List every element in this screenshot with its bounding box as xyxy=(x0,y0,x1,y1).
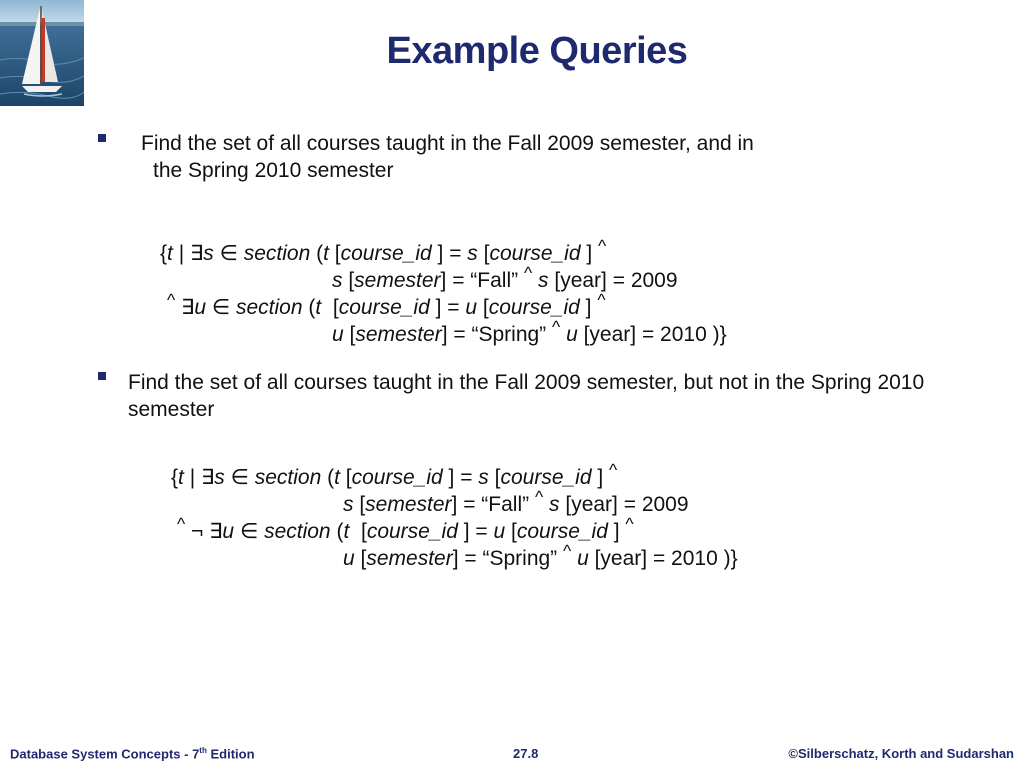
bullet-2-line-1: Find the set of all courses taught in the Fall 2009 semester, but not in the Spring 2010 xyxy=(128,371,925,394)
footer-edition-suffix: Edition xyxy=(206,746,255,762)
sailboat-logo xyxy=(0,0,84,106)
sailboat-icon xyxy=(0,0,84,106)
bullet-1-line-2: the Spring 2010 semester xyxy=(153,159,394,182)
page-number: 27.8 xyxy=(513,746,539,761)
query-2-line-4: u [semester] = “Spring” ^ u [year] = 2010 )} xyxy=(343,541,738,570)
footer-left xyxy=(10,746,255,761)
footer-book-title: Database System Concepts - 7 xyxy=(10,746,200,762)
query-1-line-4: u [semester] = “Spring” ^ u [year] = 2010 )} xyxy=(332,317,727,346)
slide-title: Example Queries xyxy=(386,30,688,72)
query-1-line-2: s [semester] = “Fall” ^ s [year] = 2009 xyxy=(332,263,678,292)
query-2-line-2: s [semester] = “Fall” ^ s [year] = 2009 xyxy=(343,487,689,516)
bullet-1-line-1: Find the set of all courses taught in the Fall 2009 semester, and in xyxy=(141,132,754,155)
query-1-line-1: {t | ∃s ∈ section (t [course_id ] = s [course_id ] ^ xyxy=(160,236,607,265)
bullet-2-line-2: semester xyxy=(128,398,215,421)
query-2-line-1: {t | ∃s ∈ section (t [course_id ] = s [course_id ] ^ xyxy=(171,460,618,489)
query-2-line-3: ^ ¬ ∃u ∈ section (t [course_id ] = u [course_id ] ^ xyxy=(177,514,634,543)
footer-edition-superscript: th xyxy=(199,746,207,755)
bullet-marker xyxy=(98,372,106,380)
query-1-line-3: ^ ∃u ∈ section (t [course_id ] = u [course_id ] ^ xyxy=(167,290,606,319)
bullet-marker xyxy=(98,134,106,142)
footer-copyright: ©Silberschatz, Korth and Sudarshan xyxy=(788,746,1014,761)
